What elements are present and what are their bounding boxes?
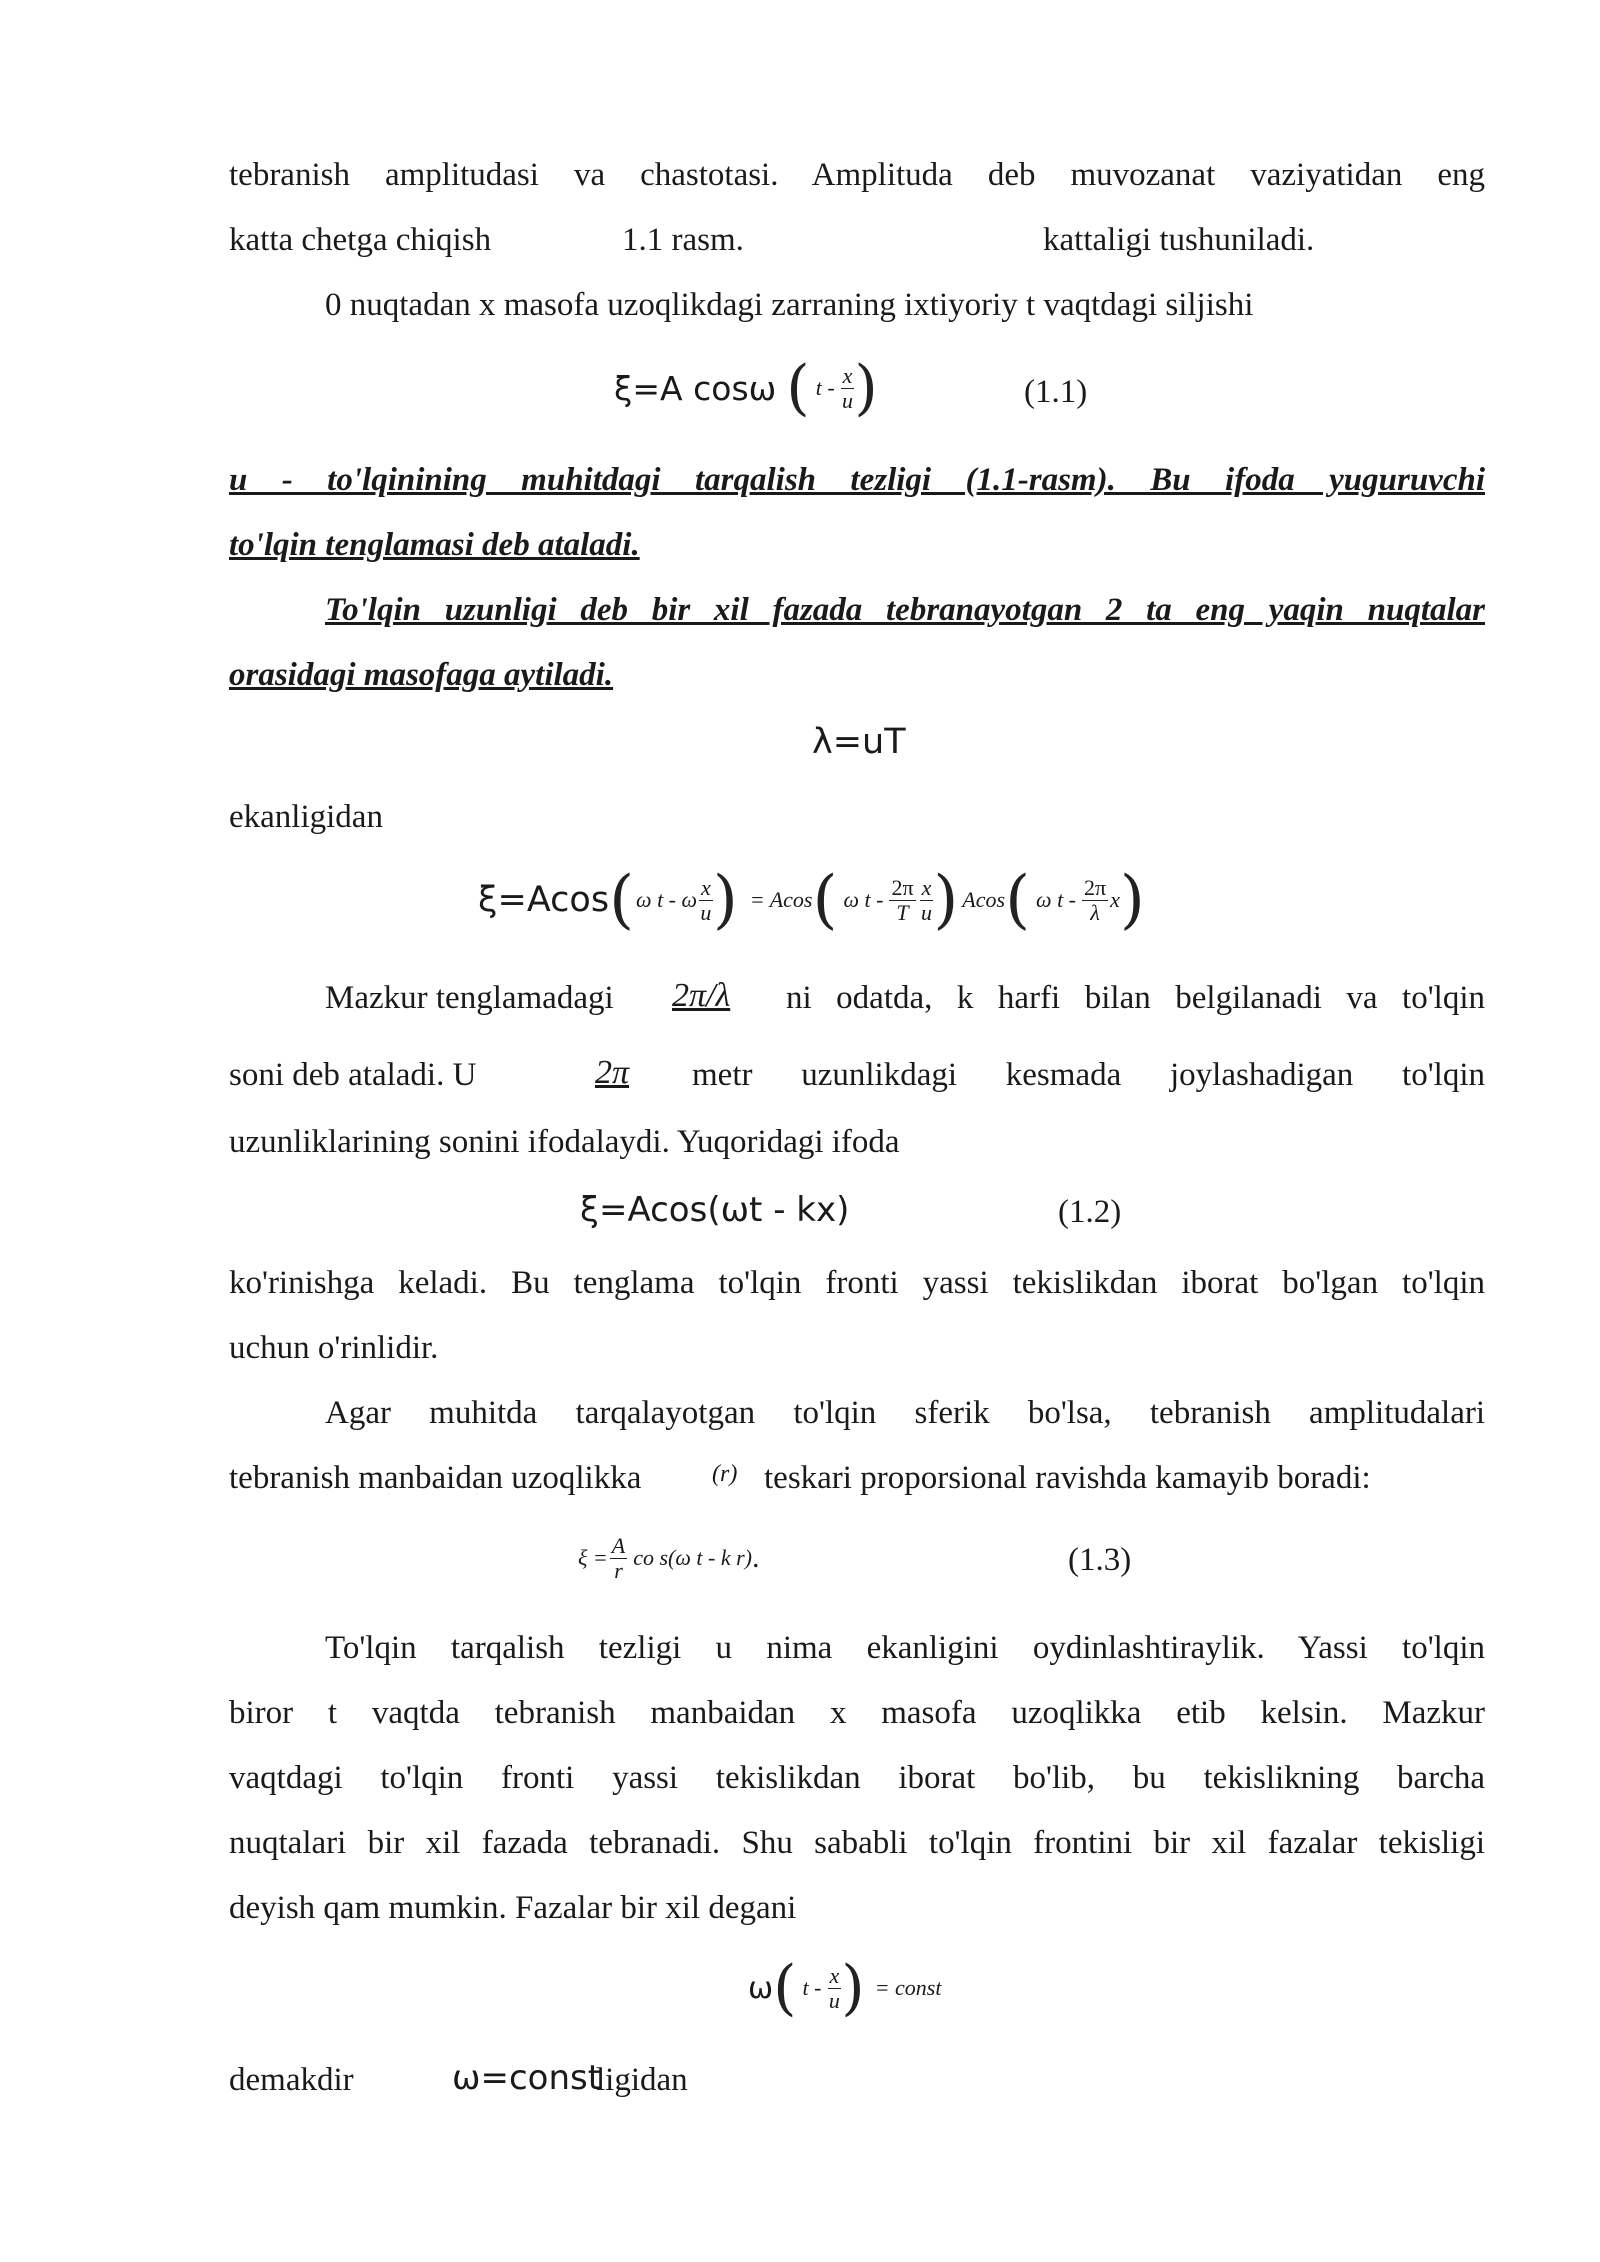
figure-reference: 1.1 rasm. <box>622 222 744 258</box>
paragraph-line: tebranish amplitudasi va chastotasi. Amplituda deb muvozanat vaziyatidan eng <box>229 157 1485 193</box>
paragraph-line: metr uzunlikdagi kesmada joylashadigan to'lqin <box>692 1057 1485 1093</box>
fraction-x-over-u: $\frac{x}{u}$ <box>828 1963 840 2013</box>
paragraph-line: teskari proporsional ravishda kamayib boradi: <box>764 1460 1371 1496</box>
equation-1-3: ξ = $\frac{A}{r}$ co s(ω t - k r) . <box>578 1533 760 1583</box>
equation-number: (1.1) <box>1024 374 1088 410</box>
paragraph-line: vaqtdagi to'lqin fronti yassi tekislikdan iborat bo'lib, bu tekislikning barcha <box>229 1760 1485 1796</box>
equation-1-2: ξ=Acos(ωt - kx) <box>580 1190 850 1230</box>
equation-lhs: ξ=Acos <box>478 880 610 920</box>
definition-line: u - to'lqinining muhitdagi tarqalish tezligi (1.1-rasm). Bu ifoda yuguruvchi <box>229 462 1485 498</box>
paragraph-line: kattaligi tushuniladi. <box>1043 222 1315 258</box>
fraction-2pi-over-T: $\frac{2\pi}{T}$ <box>891 875 914 925</box>
paragraph-line: Mazkur tenglamadagi <box>325 980 614 1016</box>
equation-term: x <box>1110 887 1120 912</box>
two-pi-symbol: 2π <box>595 1054 630 1091</box>
paragraph-line: Agar muhitda tarqalayotgan to'lqin sferik bo'lsa, tebranish amplitudalari <box>325 1395 1485 1431</box>
equation-lhs: ξ=A cosω <box>614 368 777 408</box>
distance-symbol: (r) <box>712 1461 738 1487</box>
equation-term: ξ = <box>578 1545 608 1570</box>
fraction-x-over-u: $\frac{x}{u}$ <box>842 363 854 413</box>
paragraph-line: ni odatda, k harfi bilan belgilanadi va to'lqin <box>786 980 1485 1016</box>
equation-term: ω <box>748 1970 774 2006</box>
fraction-x-over-u: $\frac{x}{u}$ <box>700 875 712 925</box>
equation-term: ω t - <box>1036 887 1077 912</box>
paragraph-line: ko'rinishga keladi. Bu tenglama to'lqin fronti yassi tekislikdan iborat bo'lgan to'lqin <box>229 1265 1485 1301</box>
equation-1-1: ξ=A cosω ( t - $\frac{x}{u}$ ) <box>614 353 878 423</box>
fraction-2pi-over-lambda: $\frac{2\pi}{\lambda}$ <box>1084 875 1107 925</box>
paragraph-line: biror t vaqtda tebranish manbaidan x masofa uzoqlikka etib kelsin. Mazkur <box>229 1695 1485 1731</box>
fraction-A-over-r: $\frac{A}{r}$ <box>611 1533 626 1583</box>
omega-const: ω=const <box>452 2058 602 2098</box>
paragraph-line: demakdir <box>229 2062 354 2098</box>
equation-term: ω t - <box>843 887 884 912</box>
paragraph-line: soni deb ataladi. U <box>229 1057 477 1093</box>
paragraph-line: nuqtalari bir xil fazada tebranadi. Shu sababli to'lqin frontini bir xil fazalar tekisligi <box>229 1825 1485 1861</box>
paragraph-line: 0 nuqtadan x masofa uzoqlikdagi zarraning ixtiyoriy t vaqtdagi siljishi <box>325 287 1254 323</box>
definition-line: to'lqin tenglamasi deb ataladi. <box>229 527 640 563</box>
paragraph-line: ekanligidan <box>229 799 383 835</box>
equation-term: co s(ω t - k r) <box>633 1545 753 1570</box>
equation-constant-phase: ω ( t - $\frac{x}{u}$ ) = const <box>748 1953 942 2023</box>
equation-number: (1.2) <box>1058 1194 1122 1230</box>
fraction-x-over-u: $\frac{x}{u}$ <box>920 875 932 925</box>
two-pi-over-lambda-symbol: 2π/λ <box>672 977 731 1014</box>
equation-term: Acos <box>962 887 1006 912</box>
definition-line: To'lqin uzunligi deb bir xil fazada tebranayotgan 2 ta eng yaqin nuqtalar <box>325 592 1485 628</box>
equation-term: = const <box>874 1975 942 2000</box>
equation-term: = Acos <box>749 887 813 912</box>
paragraph-line: tebranish manbaidan uzoqlikka <box>229 1460 642 1496</box>
equation-term: t - <box>815 375 835 400</box>
paragraph-line: ligidan <box>596 2062 688 2098</box>
equation-number: (1.3) <box>1068 1542 1132 1578</box>
definition-line: orasidagi masofaga aytiladi. <box>229 657 614 693</box>
paragraph-line: katta chetga chiqish <box>229 222 492 258</box>
wavelength-equation: λ=uT <box>812 722 906 762</box>
equation-term: t - <box>802 1975 822 2000</box>
paragraph-line: uzunliklarining sonini ifodalaydi. Yuqoridagi ifoda <box>229 1124 900 1160</box>
equation-wave-expanded: ξ=Acos ( ω t - ω $\frac{x}{u}$ ) = Acos ( ω t - $\frac{2\pi}{T}$ $\frac{x}{u}$ ) Acos ( ω t - $\frac{2\pi}{\lambda}$ x ) <box>478 863 1145 937</box>
paragraph-line: deyish qam mumkin. Fazalar bir xil degani <box>229 1890 797 1926</box>
paragraph-line: To'lqin tarqalish tezligi u nima ekanligini oydinlashtiraylik. Yassi to'lqin <box>325 1630 1485 1666</box>
equation-term: ω t - ω <box>636 887 698 912</box>
paragraph-line: uchun o'rinlidir. <box>229 1330 439 1366</box>
